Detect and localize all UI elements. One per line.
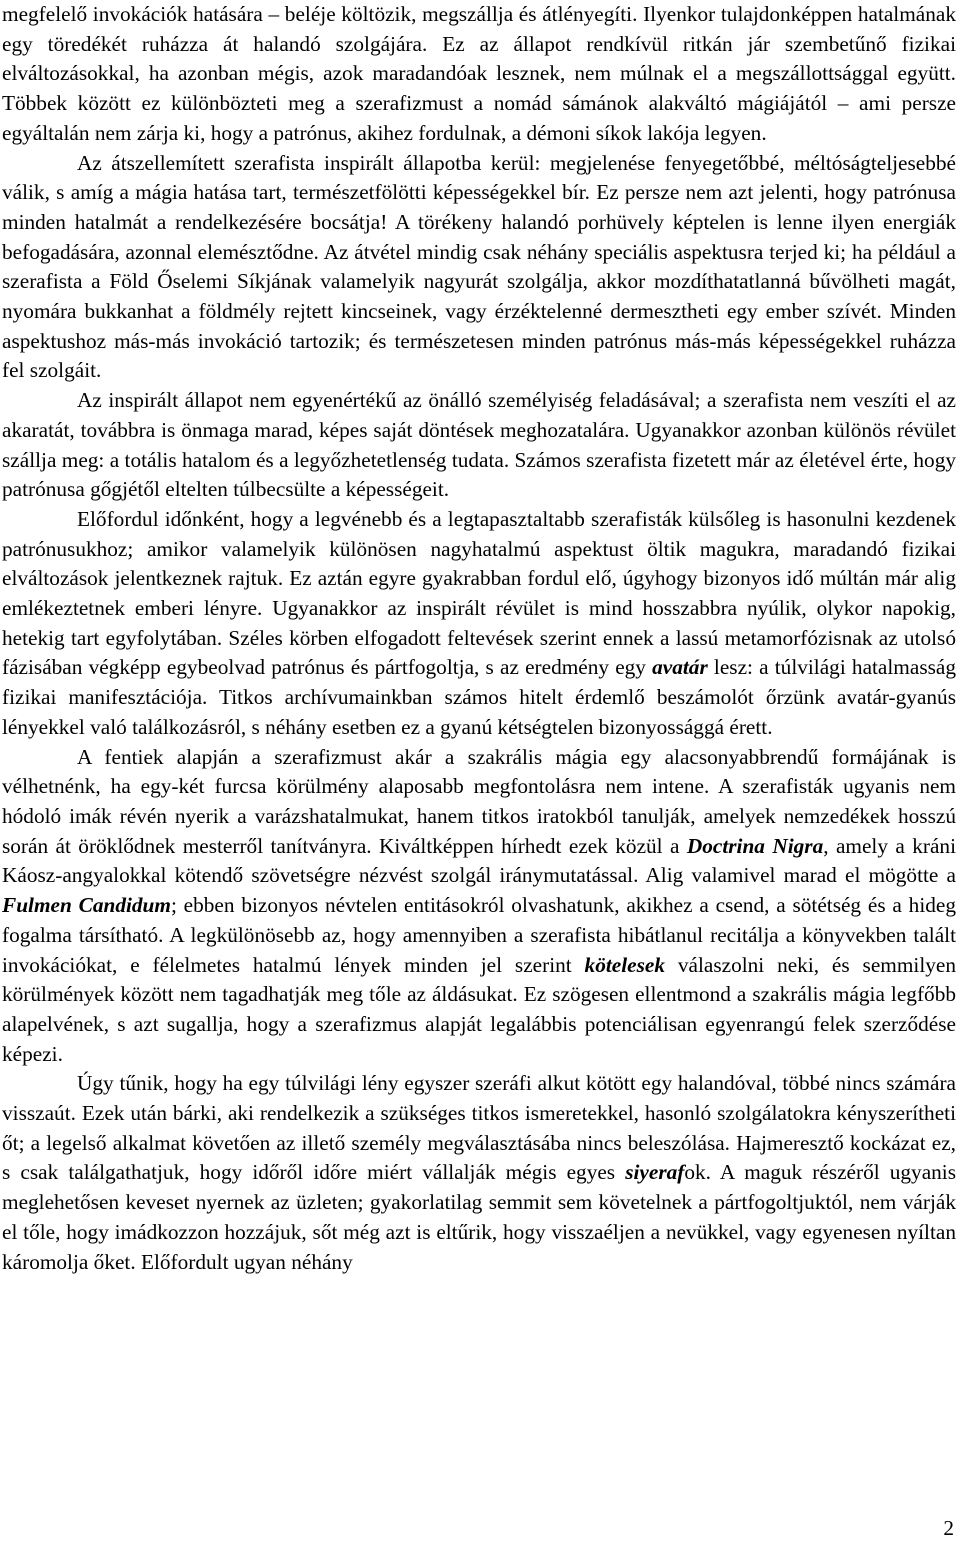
paragraph — [2, 0, 956, 149]
paragraph-text: lesz: a túlvilági hatalmasság fizikai manifesztációja. Titkos archívumainkban számos hitelt érdemlő beszámolót őrzünk avatár-gyanús lényekkel való találkozásról, s néhány esetben ez a gyanú kétségtelen bizonyossággá érett. — [2, 655, 956, 739]
paragraph-text: Az inspirált állapot nem egyenértékű az önálló személyiség feladásával; a szerafista nem veszíti el az akaratát, továbbra is önmaga marad, képes saját döntések meghozatalára. Ugyanakkor azonban különös révület szállja meg: a totális hatalom és a legyőzhetetlenség tudata. Számos szerafista fizetett már az életével érte, hogy patrónusa gőgjétől eltelten túlbecsülte a képességeit. — [2, 388, 956, 502]
paragraph-text: ok. A maguk részéről ugyanis meglehetősen keveset nyernek az üzleten; gyakorlatilag semmit sem követelnek a pártfogoltjuktól, nem várják el tőle, hogy imádkozzon hozzájuk, sőt még azt is eltűrik, hogy visszaéljen a nevükkel, vagy egyenesen nyíltan káromolja őket. Előfordult ugyan néhány — [2, 1160, 956, 1274]
paragraph — [2, 743, 956, 1070]
paragraph — [2, 386, 956, 505]
paragraph — [2, 505, 956, 743]
body-text — [2, 0, 956, 1277]
paragraph-text: ; ebben bizonyos névtelen entitásokról olvashatunk, akikhez a csend, a sötétség és a hideg fogalma társítható. A legkülönösebb az, hogy amennyiben a szerafista hibátlanul recitálja a könyvekben talált invokációkat, e félelmetes hatalmú lények minden jel szerint — [2, 893, 956, 977]
paragraph — [2, 1069, 956, 1277]
paragraph-text: Az átszellemített szerafista inspirált állapotba kerül: megjelenése fenyegetőbbé, méltóságteljesebbé válik, s amíg a mágia hatása tart, természetfölötti képességekkel bír. Ez persze nem azt jelenti, hogy patrónusa minden hatalmát a rendelkezésére bocsátja! A törékeny halandó porhüvely képtelen is lenne ilyen energiák befogadására, azonnal elemésztődne. Az átvétel mindig csak néhány speciális aspektusra terjed ki; ha például a szerafista a Föld Őselemi Síkjának valamelyik nagyurát szolgálja, akkor mozdíthatatlanná bűvölheti magát, nyomára bukkanhat a földmély rejtett kincseinek, vagy érzéktelenné dermesztheti egy ember szívét. Minden aspektushoz más-más invokáció tartozik; és természetesen minden patrónus más-más képességekkel ruházza fel szolgáit. — [2, 150, 956, 383]
emphasized-term: siyeraf — [625, 1160, 685, 1185]
paragraph-text: Úgy tűnik, hogy ha egy túlvilági lény egyszer szeráfi alkut kötött egy halandóval, többé nincs számára visszaút. Ezek után bárki, aki rendelkezik a szükséges titkos ismeretekkel, hasonló szolgálatokra kényszerítheti őt; a legelső alkalmat követően az illető személy megválasztásába nincs beleszólása. Hajmeresztő kockázat ez, s csak találgathatjuk, hogy időről időre miért vállalják mégis egyes — [2, 1071, 956, 1185]
emphasized-term: kötelesek — [584, 952, 665, 977]
paragraph-text: Előfordul időnként, hogy a legvénebb és a legtapasztaltabb szerafisták külsőleg is hasonulni kezdenek patrónusukhoz; amikor valamelyik különösen nagyhatalmú aspektust öltik magukra, maradandó fizikai elváltozások jelentkeznek rajtuk. Ez aztán egyre gyakrabban fordul elő, úgyhogy bizonyos idő múltán már alig emlékeztetnek emberi lényre. Ugyanakkor az inspirált révület is mind hosszabbra nyúlik, olykor napokig, hetekig tart egyfolytában. Széles körben elfogadott feltevések szerint ennek a lassú metamorfózisnak az utolsó fázisában végképp egybeolvad patrónus és pártfogoltja, s az eredmény egy — [2, 506, 956, 680]
paragraph-text: megfelelő invokációk hatására – beléje költözik, megszállja és átlényegíti. Ilyenkor tulajdonképpen hatalmának egy töredékét ruházza át halandó szolgájára. Ez az állapot rendkívül ritkán jár szembetűnő fizikai elváltozásokkal, ha azonban mégis, azok maradandóak lesznek, nem múlnak el a megszállottsággal együtt. Többek között ez különbözteti meg a szerafizmust a nomád sámánok alakváltó mágiájától – ami persze egyáltalán nem zárja ki, hogy a patrónus, akihez fordulnak, a démoni síkok lakója legyen. — [2, 2, 956, 145]
paragraph-text: válaszolni neki, és semmilyen körülmények között nem tagadhatják meg tőle az áldásukat. Ez szögesen ellentmond a szakrális mágia legfőbb alapelvének, s azt sugallja, hogy a szerafizmus alapját legalábbis potenciálisan egyenrangú felek szerződése képezi. — [2, 952, 956, 1066]
emphasized-term: Fulmen Candidum — [2, 893, 171, 918]
paragraph — [2, 149, 956, 387]
paragraph-text: A fentiek alapján a szerafizmust akár a szakrális mágia egy alacsonyabbrendű formájának is vélhetnénk, ha egy-két furcsa körülmény alaposabb megfontolásra nem intene. A szerafisták ugyanis nem hódoló imák révén nyerik a varázshatalmukat, hanem titkos iratokból tanulják, amelyek nemzedékek hosszú során át öröklődnek mesterről tanítványra. Kiváltképpen hírhedt ezek közül a — [2, 744, 956, 858]
emphasized-term: Doctrina Nigra — [686, 833, 824, 858]
emphasized-term: avatár — [652, 655, 708, 680]
paragraph-text: , amely a kráni Káosz-angyalokkal kötendő szövetségre nézvést szolgál iránymutatással. Alig valamivel marad el mögötte a — [2, 833, 956, 888]
page-number: 2 — [943, 1516, 954, 1540]
